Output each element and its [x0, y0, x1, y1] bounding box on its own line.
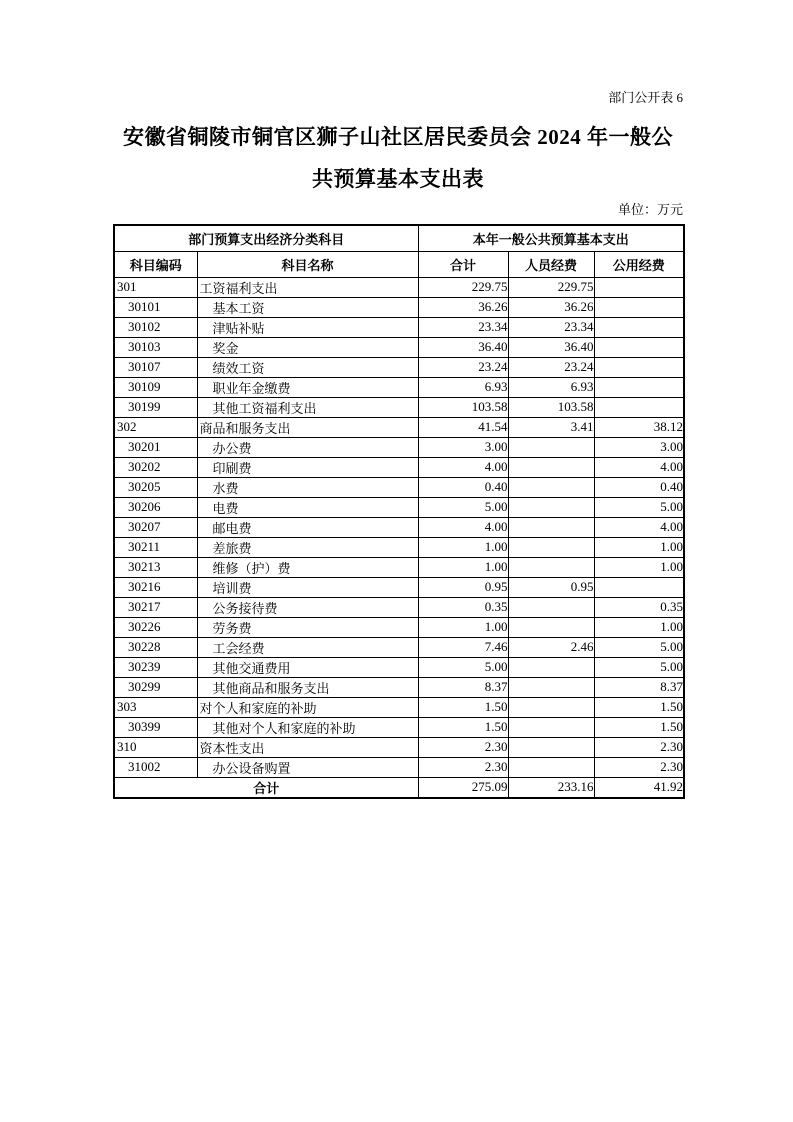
table-cell-total: 4.00 [418, 457, 508, 477]
table-cell-code: 30109 [114, 377, 197, 397]
table-cell-code: 30202 [114, 457, 197, 477]
table-cell-name: 水费 [197, 477, 418, 497]
table-cell-code: 30199 [114, 397, 197, 417]
table-row [114, 457, 684, 477]
table-cell-total: 2.30 [418, 757, 508, 777]
table-cell-public [594, 357, 684, 377]
table-row [114, 397, 684, 417]
table-cell-total: 1.00 [418, 537, 508, 557]
table-cell-code: 30211 [114, 537, 197, 557]
table-cell-name: 差旅费 [197, 537, 418, 557]
table-cell-total: 2.30 [418, 737, 508, 757]
table-cell-personnel [508, 697, 594, 717]
table-cell-name: 邮电费 [197, 517, 418, 537]
table-row [114, 637, 684, 657]
table-cell-personnel [508, 477, 594, 497]
table-cell-public: 1.00 [594, 557, 684, 577]
table-cell-code: 30226 [114, 617, 197, 637]
table-cell-public: 1.50 [594, 697, 684, 717]
page-title [113, 116, 683, 200]
table-cell-personnel [508, 517, 594, 537]
table-cell-total: 3.00 [418, 437, 508, 457]
table-row [114, 757, 684, 777]
table-row [114, 277, 684, 297]
table-cell-code: 30101 [114, 297, 197, 317]
table-row [114, 697, 684, 717]
table-cell-total: 0.95 [418, 577, 508, 597]
table-cell-total: 1.50 [418, 697, 508, 717]
table-cell-personnel: 3.41 [508, 417, 594, 437]
table-body [114, 277, 684, 777]
table-cell-code: 302 [114, 417, 197, 437]
table-cell-public: 1.00 [594, 617, 684, 637]
table-cell-personnel: 103.58 [508, 397, 594, 417]
table-cell-public: 8.37 [594, 677, 684, 697]
page-title-line2: 共预算基本支出表 [312, 167, 484, 191]
table-cell-public [594, 337, 684, 357]
table-cell-total: 36.26 [418, 297, 508, 317]
table-cell-personnel [508, 657, 594, 677]
total-row-personnel: 233.16 [508, 777, 594, 798]
table-cell-total: 1.00 [418, 617, 508, 637]
table-cell-personnel: 36.40 [508, 337, 594, 357]
column-header-name: 科目名称 [197, 251, 418, 277]
table-cell-personnel [508, 617, 594, 637]
total-row-label: 合计 [114, 777, 418, 798]
table-cell-total: 229.75 [418, 277, 508, 297]
table-cell-personnel: 0.95 [508, 577, 594, 597]
table-cell-name: 其他工资福利支出 [197, 397, 418, 417]
header-columns-row [114, 251, 684, 277]
table-cell-public [594, 577, 684, 597]
table-cell-personnel [508, 677, 594, 697]
table-cell-code: 30217 [114, 597, 197, 617]
table-cell-personnel [508, 597, 594, 617]
table-cell-public: 2.30 [594, 757, 684, 777]
table-cell-public: 5.00 [594, 497, 684, 517]
table-cell-public: 4.00 [594, 457, 684, 477]
table-cell-code: 30205 [114, 477, 197, 497]
table-row [114, 557, 684, 577]
table-cell-name: 其他对个人和家庭的补助 [197, 717, 418, 737]
table-cell-code: 31002 [114, 757, 197, 777]
table-cell-code: 30239 [114, 657, 197, 677]
column-header-personnel: 人员经费 [508, 251, 594, 277]
table-cell-public [594, 377, 684, 397]
table-cell-personnel: 6.93 [508, 377, 594, 397]
table-row [114, 537, 684, 557]
table-cell-public: 1.00 [594, 537, 684, 557]
table-cell-total: 1.50 [418, 717, 508, 737]
table-cell-personnel [508, 757, 594, 777]
table-row [114, 437, 684, 457]
table-cell-code: 30206 [114, 497, 197, 517]
table-row [114, 417, 684, 437]
table-cell-total: 4.00 [418, 517, 508, 537]
table-cell-name: 商品和服务支出 [197, 417, 418, 437]
table-cell-total: 41.54 [418, 417, 508, 437]
table-cell-name: 绩效工资 [197, 357, 418, 377]
table-cell-personnel [508, 737, 594, 757]
table-cell-personnel: 2.46 [508, 637, 594, 657]
table-cell-personnel [508, 537, 594, 557]
table-cell-public: 0.40 [594, 477, 684, 497]
table-cell-name: 津贴补贴 [197, 317, 418, 337]
table-cell-name: 其他交通费用 [197, 657, 418, 677]
table-cell-public [594, 297, 684, 317]
table-cell-name: 奖金 [197, 337, 418, 357]
table-cell-name: 其他商品和服务支出 [197, 677, 418, 697]
table-cell-name: 培训费 [197, 577, 418, 597]
table-cell-total: 5.00 [418, 497, 508, 517]
table-cell-name: 工会经费 [197, 637, 418, 657]
table-row [114, 477, 684, 497]
table-cell-code: 30201 [114, 437, 197, 457]
table-cell-code: 30103 [114, 337, 197, 357]
table-cell-public: 4.00 [594, 517, 684, 537]
table-cell-code: 30216 [114, 577, 197, 597]
table-row [114, 677, 684, 697]
table-cell-total: 36.40 [418, 337, 508, 357]
table-cell-code: 303 [114, 697, 197, 717]
page-content [113, 0, 683, 799]
header-group-left: 部门预算支出经济分类科目 [114, 225, 418, 251]
table-cell-name: 公务接待费 [197, 597, 418, 617]
table-cell-code: 30213 [114, 557, 197, 577]
table-row [114, 597, 684, 617]
table-cell-personnel [508, 497, 594, 517]
table-cell-code: 30399 [114, 717, 197, 737]
table-cell-total: 23.24 [418, 357, 508, 377]
table-cell-total: 103.58 [418, 397, 508, 417]
table-row [114, 317, 684, 337]
table-cell-name: 基本工资 [197, 297, 418, 317]
column-header-total: 合计 [418, 251, 508, 277]
table-cell-name: 电费 [197, 497, 418, 517]
table-cell-name: 工资福利支出 [197, 277, 418, 297]
table-row [114, 717, 684, 737]
table-cell-code: 310 [114, 737, 197, 757]
table-cell-name: 对个人和家庭的补助 [197, 697, 418, 717]
table-cell-name: 办公费 [197, 437, 418, 457]
corner-form-label: 部门公开表 6 [608, 90, 683, 105]
table-cell-code: 301 [114, 277, 197, 297]
table-cell-total: 6.93 [418, 377, 508, 397]
table-cell-name: 职业年金缴费 [197, 377, 418, 397]
unit-note: 单位：万元 [617, 202, 683, 217]
table-cell-code: 30207 [114, 517, 197, 537]
table-row [114, 337, 684, 357]
table-cell-personnel: 23.24 [508, 357, 594, 377]
page-title-line1: 安徽省铜陵市铜官区狮子山社区居民委员会 2024 年一般公 [123, 125, 673, 149]
table-row [114, 297, 684, 317]
budget-table [113, 224, 685, 799]
total-row-public: 41.92 [594, 777, 684, 798]
table-cell-personnel [508, 717, 594, 737]
table-cell-public: 5.00 [594, 657, 684, 677]
total-row [114, 777, 684, 798]
table-cell-name: 印刷费 [197, 457, 418, 477]
table-cell-name: 维修（护）费 [197, 557, 418, 577]
table-cell-public [594, 317, 684, 337]
table-cell-public: 0.35 [594, 597, 684, 617]
table-row [114, 737, 684, 757]
table-cell-total: 1.00 [418, 557, 508, 577]
table-row [114, 357, 684, 377]
table-cell-personnel: 229.75 [508, 277, 594, 297]
table-footer [114, 777, 684, 798]
table-cell-code: 30107 [114, 357, 197, 377]
column-header-public: 公用经费 [594, 251, 684, 277]
table-cell-name: 劳务费 [197, 617, 418, 637]
table-cell-total: 5.00 [418, 657, 508, 677]
table-cell-personnel [508, 557, 594, 577]
table-cell-personnel: 23.34 [508, 317, 594, 337]
table-cell-code: 30228 [114, 637, 197, 657]
table-cell-total: 0.35 [418, 597, 508, 617]
table-row [114, 657, 684, 677]
header-group-right: 本年一般公共预算基本支出 [418, 225, 684, 251]
table-cell-name: 资本性支出 [197, 737, 418, 757]
table-cell-public [594, 397, 684, 417]
table-cell-code: 30299 [114, 677, 197, 697]
table-cell-public: 2.30 [594, 737, 684, 757]
table-cell-code: 30102 [114, 317, 197, 337]
table-cell-total: 23.34 [418, 317, 508, 337]
header-group-row [114, 225, 684, 251]
table-cell-public: 38.12 [594, 417, 684, 437]
table-cell-personnel: 36.26 [508, 297, 594, 317]
table-cell-total: 7.46 [418, 637, 508, 657]
table-row [114, 497, 684, 517]
table-header [114, 225, 684, 277]
table-row [114, 617, 684, 637]
table-row [114, 517, 684, 537]
column-header-code: 科目编码 [114, 251, 197, 277]
table-cell-public: 1.50 [594, 717, 684, 737]
table-cell-total: 0.40 [418, 477, 508, 497]
table-cell-public: 3.00 [594, 437, 684, 457]
table-row [114, 577, 684, 597]
table-cell-personnel [508, 437, 594, 457]
table-cell-public: 5.00 [594, 637, 684, 657]
table-cell-name: 办公设备购置 [197, 757, 418, 777]
total-row-total: 275.09 [418, 777, 508, 798]
table-cell-total: 8.37 [418, 677, 508, 697]
table-cell-personnel [508, 457, 594, 477]
table-cell-public [594, 277, 684, 297]
table-row [114, 377, 684, 397]
